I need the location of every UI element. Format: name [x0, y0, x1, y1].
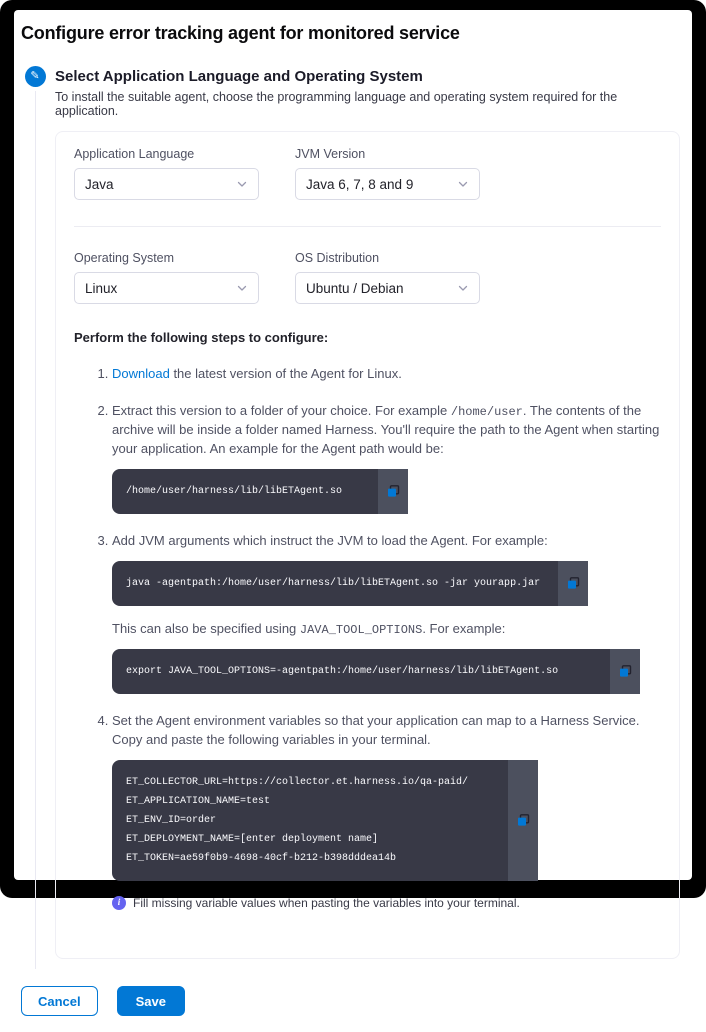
step-rail: [24, 66, 46, 969]
configure-agent-dialog: [14, 10, 692, 1009]
copy-icon: [619, 665, 632, 678]
application-language-value: Java: [85, 176, 114, 192]
env-var-line: ET_DEPLOYMENT_NAME=[enter deployment name]: [126, 833, 379, 845]
info-icon: i: [112, 896, 126, 910]
dialog-body: [14, 54, 692, 969]
list-item: [112, 712, 661, 912]
java-tool-options-codeblock: [112, 649, 640, 694]
list-item: [112, 532, 661, 694]
jvm-version-value: Java 6, 7, 8 and 9: [306, 176, 414, 192]
operating-system-select[interactable]: [74, 272, 259, 304]
card-section-divider: [74, 226, 661, 227]
field-os-distribution: [295, 251, 480, 304]
field-application-language: [74, 147, 259, 200]
env-var-line: ET_APPLICATION_NAME=test: [126, 795, 271, 807]
agent-path-code: /home/user/harness/lib/libETAgent.so: [126, 485, 343, 497]
jvm-version-label: JVM Version: [295, 147, 366, 161]
step3-alt-post: . For example:: [422, 620, 506, 636]
env-vars-codeblock: [112, 760, 538, 881]
dialog-footer: [14, 969, 692, 1032]
configure-steps-list: [74, 365, 661, 912]
copy-button[interactable]: [508, 760, 538, 881]
agent-config-card: [55, 131, 680, 959]
copy-button[interactable]: [610, 649, 640, 694]
step-connector-line: [35, 91, 36, 969]
cancel-button[interactable]: Cancel: [21, 986, 98, 1016]
step2-inline-code: /home/user: [450, 404, 523, 419]
copy-icon: [517, 814, 530, 827]
list-item: [112, 365, 661, 384]
step1-text: the latest version of the Agent for Linux.: [169, 366, 402, 381]
application-language-label: Application Language: [74, 147, 195, 161]
save-button[interactable]: Save: [117, 986, 185, 1016]
env-var-line: ET_COLLECTOR_URL=https://collector.et.harness.io/qa-paid/: [126, 776, 469, 788]
configure-steps-heading: Perform the following steps to configure:: [74, 330, 329, 345]
step4-text: Set the Agent environment variables so that your application can map to a Harness Service. Copy and paste the following variables in your terminal.: [112, 713, 640, 747]
java-tool-options-code: export JAVA_TOOL_OPTIONS=-agentpath:/home/user/harness/lib/libETAgent.so: [126, 666, 559, 678]
os-distribution-label: OS Distribution: [295, 251, 380, 265]
info-note-text: Fill missing variable values when pasting the variables into your terminal.: [133, 895, 520, 910]
chevron-down-icon: [457, 282, 469, 294]
jvm-version-select[interactable]: [295, 168, 480, 200]
env-vars-code: [112, 760, 508, 881]
copy-icon: [567, 577, 580, 590]
os-distribution-select[interactable]: [295, 272, 480, 304]
operating-system-label: Operating System: [74, 251, 175, 265]
info-note: [112, 895, 661, 912]
copy-button[interactable]: [378, 469, 408, 514]
step-subtitle: To install the suitable agent, choose the programming language and operating system required for the application.: [55, 90, 618, 118]
chevron-down-icon: [236, 282, 248, 294]
env-var-line: ET_TOKEN=ae59f0b9-4698-40cf-b212-b398dddea14b: [126, 852, 397, 864]
field-operating-system: [74, 251, 259, 304]
step3-text: Add JVM arguments which instruct the JVM to load the Agent. For example:: [112, 532, 548, 548]
list-item: [112, 402, 661, 514]
copy-button[interactable]: [558, 561, 588, 606]
agent-path-codeblock: [112, 469, 408, 514]
dialog-title: Configure error tracking agent for monitored service: [21, 23, 460, 43]
edit-pencil-icon[interactable]: ✎: [25, 66, 46, 87]
chevron-down-icon: [236, 178, 248, 190]
download-link[interactable]: Download: [112, 366, 170, 381]
field-jvm-version: [295, 147, 480, 200]
jvm-args-code: java -agentpath:/home/user/harness/lib/libETAgent.so -jar yourapp.jar: [126, 577, 541, 589]
step3-inline-code: JAVA_TOOL_OPTIONS: [299, 622, 423, 637]
application-language-select[interactable]: [74, 168, 259, 200]
chevron-down-icon: [457, 178, 469, 190]
step2-text-pre: Extract this version to a folder of your choice. For example: [112, 402, 451, 418]
step3-alt-pre: This can also be specified using: [112, 620, 300, 636]
jvm-args-codeblock: [112, 561, 588, 606]
step2-text-post: . The contents of the archive will be inside a folder named Harness. You'll require the path to the Agent when starting your application. An example for the Agent path would be:: [112, 402, 660, 457]
dialog-titlebar: [14, 10, 692, 54]
operating-system-value: Linux: [85, 280, 118, 296]
copy-icon: [387, 485, 400, 498]
step-title: Select Application Language and Operating System: [55, 68, 423, 85]
os-distribution-value: Ubuntu / Debian: [306, 280, 404, 296]
env-var-line: ET_ENV_ID=order: [126, 814, 217, 826]
